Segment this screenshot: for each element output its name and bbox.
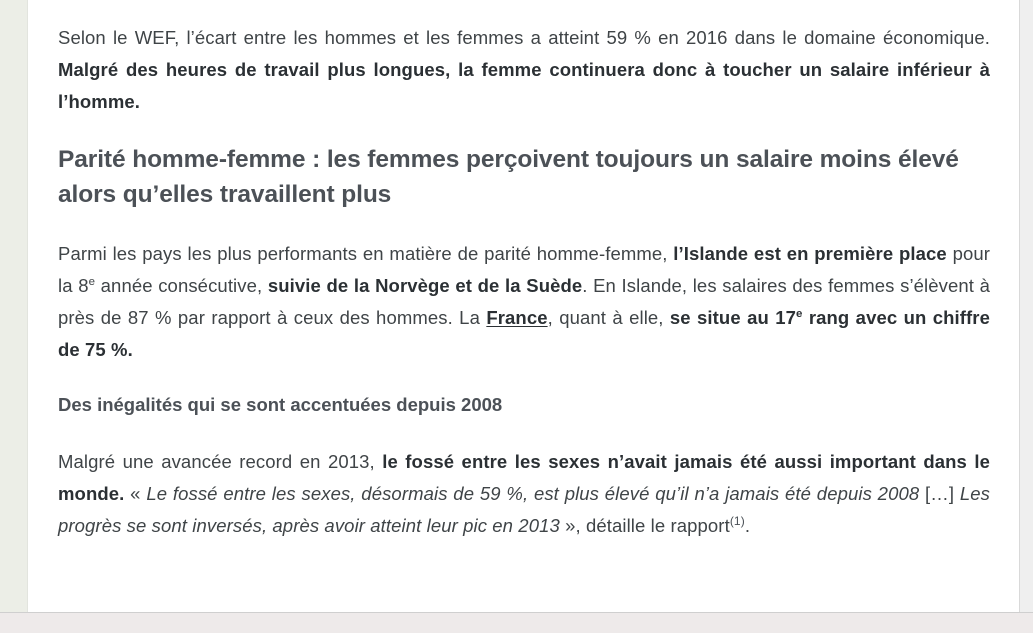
paragraph-2-text-consecutive: année consécutive, xyxy=(95,275,268,296)
paragraph-3-quote-second: Les progrès se sont inversés, après avoir atteint leur pic en 2013 xyxy=(58,483,990,536)
paragraph-2-rank-tail: rang avec un chiffre de 75 %. xyxy=(58,307,990,360)
article-card xyxy=(29,0,1019,612)
link-france[interactable]: France xyxy=(486,307,548,328)
paragraph-3-final-period: . xyxy=(744,515,751,536)
paragraph-2-emphasis-iceland: l’Islande est en première place xyxy=(673,243,947,264)
paragraph-1-text-lead: Selon le WEF, l’écart entre les hommes et les femmes a atteint 59 % en 2016 dans le domaine économique. xyxy=(58,27,990,48)
paragraph-3-quote-open: « xyxy=(124,483,147,504)
paragraph-2-text-salaries: . En Islande, les salaires des femmes s’élèvent à près de 87 % par rapport à ceux des hommes. La xyxy=(58,275,991,328)
ordinal-suffix-17e: e xyxy=(796,307,803,320)
paragraph-3-text-lead: Malgré une avancée record en 2013, xyxy=(58,451,383,472)
paragraph-3-emphasis-gap: le fossé entre les sexes n’avait jamais été aussi important dans le monde. xyxy=(58,451,990,504)
paragraph-2-rank-lead: se situe au 17 xyxy=(669,307,796,328)
footnote-reference-1[interactable]: (1) xyxy=(729,513,745,528)
paragraph-2-text-quant-a-elle: , quant à elle, xyxy=(547,307,670,328)
paragraph-wef-gap xyxy=(58,22,990,118)
paragraph-3-quote-first: Le fossé entre les sexes, désormais de 59 %, est plus élevé qu’il n’a jamais été depuis 2008 xyxy=(146,483,920,504)
sub-heading-inegalites: Des inégalités qui se sont accentuées depuis 2008 xyxy=(58,394,503,415)
paragraph-3-ellipsis: […] xyxy=(919,483,960,504)
paragraph-2-text-year: pour la 8 xyxy=(58,243,990,296)
paragraph-2-emphasis-nordics: suivie de la Norvège et de la Suède xyxy=(267,275,583,296)
paragraph-report-quote xyxy=(58,446,990,542)
right-gutter xyxy=(1019,0,1033,612)
page-footer-band xyxy=(0,612,1033,633)
left-gutter xyxy=(0,0,28,612)
paragraph-country-ranking xyxy=(58,238,990,366)
paragraph-1-emphasis: Malgré des heures de travail plus longues, la femme continuera donc à toucher un salaire inférieur à l’homme. xyxy=(58,59,990,112)
paragraph-2-text-lead: Parmi les pays les plus performants en matière de parité homme-femme, xyxy=(58,243,674,264)
article-content xyxy=(58,0,990,542)
ordinal-suffix-8e: e xyxy=(88,275,96,288)
section-heading-parite: Parité homme-femme : les femmes perçoivent toujours un salaire moins élevé alors qu’elles travaillent plus xyxy=(58,146,959,208)
paragraph-3-quote-close: », détaille le rapport xyxy=(559,515,730,536)
